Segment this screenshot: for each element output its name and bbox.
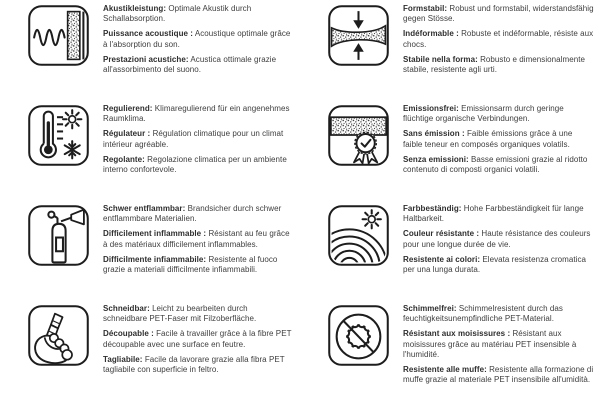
low-emission-certified-icon (327, 104, 390, 167)
fire-extinguisher-icon (27, 204, 90, 267)
label-it: Tagliabile: (103, 354, 143, 364)
sun-icon (363, 210, 381, 228)
label-it: Resistente ai colori: (403, 254, 481, 264)
desc-de: Klimaregulierend für ein angenehmes Raumklima. (103, 104, 290, 124)
feature-text (403, 3, 600, 80)
paragraph-fr (103, 29, 294, 50)
feature-item-flame (0, 203, 300, 303)
feature-item-cuttable (0, 303, 300, 403)
paragraph-it (103, 155, 294, 176)
paragraph-de (403, 4, 594, 25)
label-de: Formstabil: (403, 4, 448, 13)
desc-it: Regolazione climatica per un ambiente interno confortevole. (103, 154, 287, 175)
no-mold-icon (327, 304, 390, 367)
desc-de: Brandsicher durch schwer entflammbare Materialien. (103, 204, 282, 224)
paragraph-fr (403, 229, 594, 250)
paragraph-de (103, 104, 294, 125)
desc-it: Elevata resistenza cromatica per una lunga durata. (403, 254, 587, 275)
feature-text (103, 3, 300, 80)
label-de: Farbbeständig: (403, 204, 462, 213)
desc-fr: Résistant au feu grâce à des matériaux difficilement inflammables. (103, 229, 290, 249)
desc-it: Basse emissioni grazie al ridotto contenuto di composti organici volatili. (403, 154, 588, 175)
desc-it: Resistente al fuoco grazie a materiali difficilmente infiammabili. (103, 254, 278, 275)
desc-de: Leicht zu bearbeiten durch schneidbare PET-Faser mit Filzoberfläche. (103, 304, 257, 324)
form-stability-icon (327, 4, 390, 67)
rainbow-arcs (327, 229, 387, 267)
paragraph-it (103, 55, 294, 76)
feature-text (403, 303, 600, 390)
paragraph-fr (103, 229, 294, 250)
desc-de: Hohe Farbbeständigkeit für lange Haltbarkeit. (403, 204, 584, 224)
feature-item-form-stability (300, 3, 600, 103)
desc-de: Emissionsarm durch geringe flüchtige organische Verbindungen. (403, 104, 564, 124)
label-fr: Régulateur : (103, 129, 151, 139)
feature-text (103, 303, 300, 380)
label-de: Schneidbar: (103, 304, 150, 313)
feature-item-acoustic (0, 3, 300, 103)
label-it: Difficilmente infiammabile: (103, 254, 207, 264)
label-fr: Découpable : (103, 329, 154, 339)
label-fr: Indéformable : (403, 29, 459, 39)
snowflake-icon (65, 141, 80, 158)
feature-text (103, 203, 300, 280)
feature-text (403, 203, 600, 280)
paragraph-de (403, 204, 594, 225)
desc-fr: Régulation climatique pour un climat intérieur agréable. (103, 129, 284, 149)
feature-item-climate (0, 103, 300, 203)
paragraph-de (103, 204, 294, 225)
desc-fr: Faible émissions grâce à une faible teneur en composés organiques volatils. (403, 129, 573, 149)
desc-fr: Facile à travailler grâce à la fibre PET découpable avec une surface en feutre. (103, 329, 292, 349)
label-fr: Couleur résistante : (403, 229, 480, 239)
paragraph-it (403, 55, 594, 76)
paragraph-it (403, 365, 594, 386)
label-fr: Résistant aux moisissures : (403, 329, 511, 339)
label-fr: Sans émission : (403, 129, 465, 139)
paragraph-it (403, 255, 594, 276)
paragraph-it (103, 355, 294, 376)
desc-it: Facile da lavorare grazie alla fibra PET tagliabile con superficie in feltro. (103, 354, 285, 375)
desc-fr: Résistant aux moisissures grâce au matériau PET insensible à l'humidité. (403, 329, 577, 360)
label-it: Senza emissioni: (403, 154, 469, 164)
desc-de: Robust und formstabil, widerstandsfähig gegen Stösse. (403, 4, 594, 24)
label-de: Akustikleistung: (103, 4, 167, 13)
paragraph-fr (403, 329, 594, 360)
desc-de: Optimale Akustik durch Schallabsorption. (103, 4, 252, 24)
color-fastness-icon (327, 204, 390, 267)
feature-text (403, 103, 600, 180)
desc-fr: Robuste et indéformable, résiste aux chocs. (403, 29, 594, 49)
sun-icon (63, 110, 81, 128)
label-de: Regulierend: (103, 104, 153, 113)
paragraph-fr (403, 129, 594, 150)
cuttable-icon (27, 304, 90, 367)
paragraph-de (103, 304, 294, 325)
feature-text (103, 103, 300, 180)
paragraph-fr (103, 129, 294, 150)
paragraph-it (403, 155, 594, 176)
desc-de: Schimmelresistent durch das feuchtigkeitsunempfindliche PET-Material. (403, 304, 563, 324)
label-fr: Puissance acoustique : (103, 29, 194, 39)
label-de: Schimmelfrei: (403, 304, 457, 313)
desc-fr: Haute résistance des couleurs pour une longue durée de vie. (403, 229, 591, 249)
paragraph-de (403, 104, 594, 125)
paragraph-de (103, 4, 294, 25)
desc-it: Robusto e dimensionalmente stabile, resistente agli urti. (403, 54, 585, 75)
paragraph-it (103, 255, 294, 276)
climate-regulation-icon (27, 104, 90, 167)
extinguisher-horn (71, 210, 84, 225)
label-fr: Difficilement inflammable : (103, 229, 207, 239)
label-de: Schwer entflammbar: (103, 204, 186, 213)
sound-absorption-icon (27, 4, 90, 67)
desc-it: Acustica ottimale grazie all'assorbimento del suono. (103, 54, 277, 75)
paragraph-fr (403, 29, 594, 50)
label-it: Regolante: (103, 154, 145, 164)
label-it: Resistente alle muffe: (403, 365, 487, 375)
hand (35, 334, 72, 363)
desc-it: Resistente alla formazione di muffe grazie al materiale PET insensibile all'umidità. (403, 365, 594, 385)
feature-item-mold (300, 303, 600, 403)
feature-item-emission (300, 103, 600, 203)
label-it: Prestazioni acustiche: (103, 54, 189, 64)
label-it: Stabile nella forma: (403, 54, 478, 64)
paragraph-de (403, 304, 594, 325)
label-de: Emissionsfrei: (403, 104, 459, 113)
desc-fr: Acoustique optimale grâce à l'absorption du son. (103, 29, 291, 49)
paragraph-fr (103, 329, 294, 350)
feature-item-color (300, 203, 600, 303)
